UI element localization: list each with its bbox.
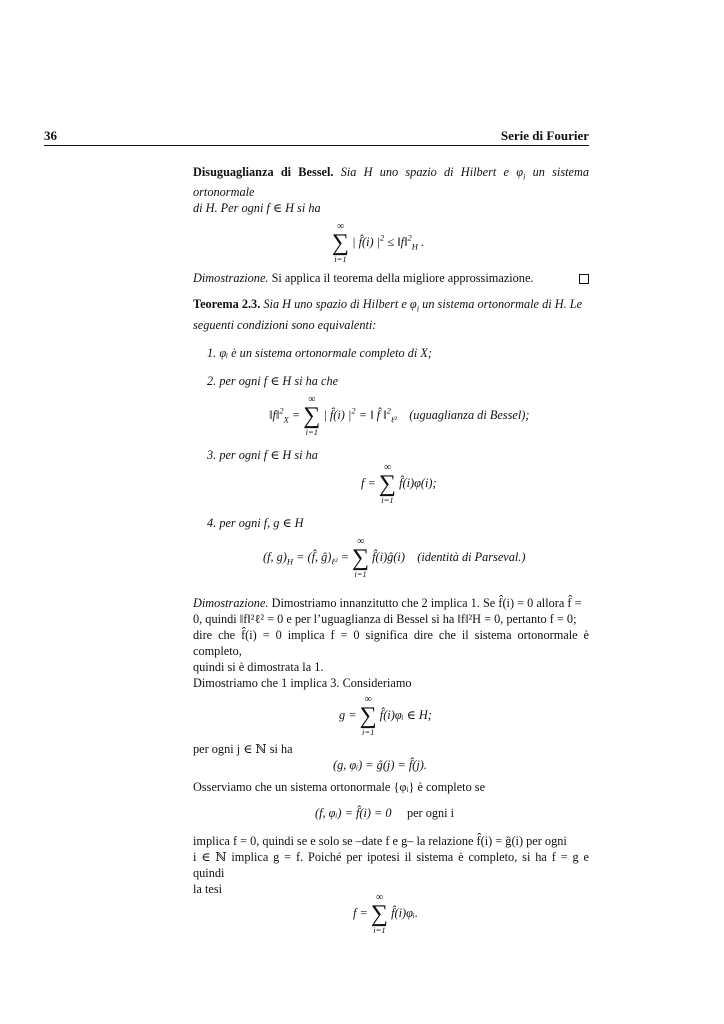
proof-text-3: Osserviamo che un sistema ortonormale {φᵢ} è completo se	[193, 779, 486, 794]
page-body	[193, 164, 589, 939]
coefficient-formula: (g, φᵢ) = ĝ(j) = f̂(j).	[333, 757, 427, 772]
g-definition-formula: g = ∞ ∑ i=1 f̂(i)φᵢ ∈ H;	[339, 693, 432, 737]
sum-operator: ∞ ∑ i=1	[351, 535, 370, 579]
final-expansion-formula: f = ∞ ∑ i=1 f̂(i)φᵢ.	[353, 891, 418, 935]
qed-square-icon	[579, 274, 589, 284]
sum-operator: ∞ ∑ i=1	[303, 393, 321, 437]
page-number: 36	[44, 128, 57, 143]
bessel-heading: Disuguaglianza di Bessel.	[193, 165, 334, 179]
proof-bessel: Dimostrazione. Si applica il teorema della migliore approssimazione.	[193, 270, 589, 286]
theorem-item-4: 4. per ogni f, g ∈ H	[207, 515, 304, 530]
proof-label: Dimostrazione.	[193, 595, 269, 610]
sum-operator: ∞ ∑ i=1	[370, 891, 388, 935]
theorem-item-2: 2. per ogni f ∈ H si ha che	[207, 373, 339, 388]
sum-operator: ∞ ∑ i=1	[331, 221, 350, 265]
theorem-statement: Teorema 2.3. Sia H uno spazio di Hilbert e $\varphi_i$ un sistema ortonormale di H. Le seguenti condizioni sono equivalenti:	[193, 297, 583, 332]
completeness-formula: (f, φᵢ) = f̂(i) = 0 per ogni i	[315, 805, 455, 820]
fourier-expansion-formula: f = ∞ ∑ i=1 f̂(i)φ(i);	[361, 461, 437, 505]
parseval-formula: (f, $g)_H$ = (f̂, $ĝ)_{\ell^2}$ = ∞ ∑ i=1 f̂(i)ĝ(i) (identità di Parseval.)	[263, 535, 526, 579]
theorem-item-3: 3. per ogni f ∈ H si ha	[207, 447, 318, 462]
bessel-formula: ∞ ∑ i=1 | f̂(i) $|^2$ ≤ ‖f‖$^2_H$ .	[331, 221, 425, 265]
bessel-statement: Disuguaglianza di Bessel. Sia H uno spazio di Hilbert e $\varphi_i$ un sistema ortonormale di H. Per ogni f ∈ H si ha	[193, 165, 590, 216]
proof-text-2: per ogni j ∈ ℕ si ha	[193, 741, 293, 756]
bessel-equality-formula: ‖f‖$^2_X$ = ∞ ∑ i=1 | f̂(i) $|^2$ = ‖ f̂ ‖$^2_{\ell^2}$ (uguaglianza di Bessel);	[269, 393, 530, 437]
running-title: Serie di Fourier	[500, 128, 589, 143]
theorem-label: Teorema 2.3.	[193, 297, 261, 312]
proof-theorem: Dimostrazione. Dimostriamo innanzitutto che 2 implica 1. Se f̂(i) = 0 allora f̂ = 0, quindi ‖f‖²ℓ² = 0 e per l’uguaglianza di Bessel si ha ‖f‖²H = 0, pertanto f = 0; dire che f̂(i) = 0 implica f = 0 significa dire che il sistema ortonormale è completo, quindi si è dimostrata la 1. Dimostriamo che 1 implica 3. Consideriamo	[193, 595, 589, 690]
header-rule	[44, 145, 589, 146]
proof-text-4: implica f = 0, quindi se e solo se –date f e g– la relazione f̂(i) = ĝ(i) per ogni i ∈ ℕ implica g = f. Poiché per ipotesi il sistema è completo, si ha f = g e quindi la tesi	[193, 833, 589, 896]
proof-label: Dimostrazione.	[193, 271, 269, 286]
sum-operator: ∞ ∑ i=1	[359, 693, 377, 737]
sum-operator: ∞ ∑ i=1	[378, 461, 396, 505]
theorem-item-1: 1. φᵢ è un sistema ortonormale completo di X;	[207, 345, 432, 360]
